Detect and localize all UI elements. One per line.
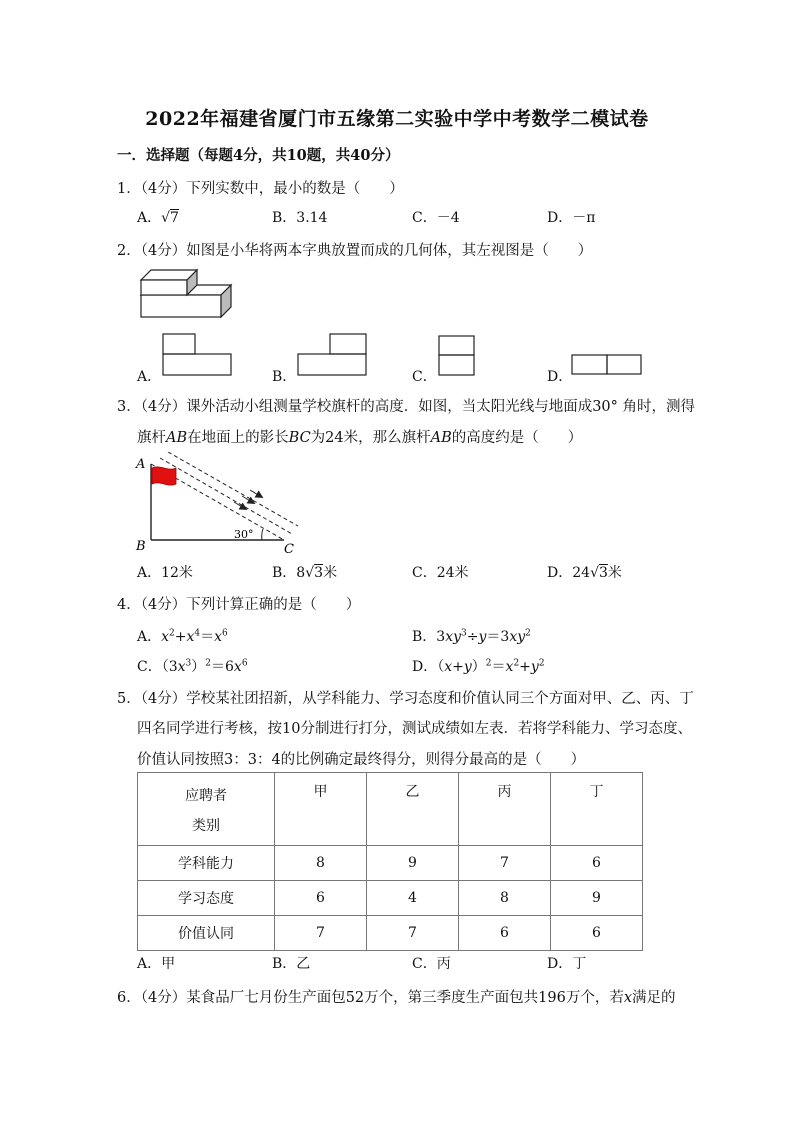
operator: + bbox=[174, 629, 187, 645]
exponent: 4 bbox=[194, 628, 201, 639]
radicand: 3 bbox=[314, 565, 324, 581]
point-c-label: C bbox=[284, 542, 294, 556]
operator: ＝3 bbox=[486, 629, 510, 645]
row-label: 学科能力 bbox=[138, 846, 275, 881]
radicand: 7 bbox=[170, 210, 179, 226]
question-2-option-b: B． bbox=[272, 369, 297, 385]
table-cell: 7 bbox=[275, 916, 367, 951]
page-title: 2022年福建省厦门市五缘第二实验中学中考数学二模试卷 bbox=[145, 108, 649, 130]
exponent: 2 bbox=[485, 658, 492, 669]
variable: x bbox=[505, 659, 514, 675]
variable: x bbox=[161, 629, 170, 645]
question-2-option-c: C． bbox=[412, 369, 437, 385]
variable: x bbox=[444, 659, 453, 675]
table-cell: 4 bbox=[367, 881, 459, 916]
option-prefix: A． bbox=[137, 629, 162, 645]
variable: y bbox=[530, 659, 539, 675]
operator: ÷ bbox=[466, 629, 479, 645]
column-header: 甲 bbox=[275, 773, 367, 846]
table-cell: 9 bbox=[551, 881, 643, 916]
sqrt-symbol: √ bbox=[590, 565, 599, 581]
table-cell: 8 bbox=[459, 881, 551, 916]
question-1-option-c: C．－4 bbox=[412, 210, 460, 226]
question-5-stem-line-1: 5．（4分）学校某社团招新，从学科能力、学习态度和价值认同三个方面对甲、乙、丙、丁 bbox=[117, 691, 694, 707]
operator: ＝ bbox=[491, 659, 506, 675]
option-prefix: C．（3 bbox=[137, 659, 178, 675]
angle-label: 30° bbox=[234, 528, 254, 541]
variable: xy bbox=[445, 629, 462, 645]
unit: 米 bbox=[607, 565, 622, 581]
exponent: 2 bbox=[525, 628, 531, 639]
table-cell: 7 bbox=[459, 846, 551, 881]
exponent: 3 bbox=[461, 628, 467, 639]
point-a-label: A bbox=[136, 457, 146, 472]
question-1-option-b: B．3.14 bbox=[272, 210, 328, 226]
flagpole-figure bbox=[134, 452, 300, 556]
question-2-stem: 2．（4分）如图是小华将两本字典放置而成的几何体，其左视图是（ ） bbox=[117, 243, 593, 259]
variable: x bbox=[177, 659, 186, 675]
column-header: 丁 bbox=[551, 773, 643, 846]
point-b-label: B bbox=[136, 539, 146, 554]
variable: xy bbox=[509, 629, 526, 645]
stem-text: 满足的 bbox=[632, 990, 676, 1006]
table-cell: 6 bbox=[551, 916, 643, 951]
table-cell: 6 bbox=[551, 846, 643, 881]
table-cell: 7 bbox=[367, 916, 459, 951]
table-row bbox=[138, 916, 643, 951]
bracket: ） bbox=[471, 659, 486, 675]
table-row bbox=[138, 846, 643, 881]
question-1-stem: 1．（4分）下列实数中，最小的数是（ ） bbox=[117, 181, 404, 197]
question-3-option-c: C．24米 bbox=[412, 565, 469, 581]
exponent: 6 bbox=[241, 658, 248, 669]
question-1-option-a bbox=[137, 207, 179, 227]
exponent: 2 bbox=[538, 658, 545, 669]
question-3-option-d bbox=[547, 562, 622, 582]
question-2-option-a: A． bbox=[137, 369, 162, 385]
option-c-view-figure bbox=[438, 335, 476, 377]
question-4-stem: 4．（4分）下列计算正确的是（ ） bbox=[117, 597, 361, 613]
table-cell: 8 bbox=[275, 846, 367, 881]
stem-text: 6．（4分）某食品厂七月份生产面包52万个，第三季度生产面包共196万个，若 bbox=[117, 990, 624, 1006]
question-3-stem-line-2 bbox=[137, 426, 582, 447]
segment-ab: AB bbox=[166, 430, 188, 446]
radicand: 3 bbox=[598, 565, 608, 581]
corner-top-label: 应聘者 bbox=[185, 788, 227, 804]
question-4-option-c bbox=[137, 656, 248, 676]
option-d-view-figure bbox=[571, 354, 643, 376]
table-cell: 6 bbox=[275, 881, 367, 916]
score-table bbox=[137, 772, 643, 951]
question-1-option-d: D．－π bbox=[547, 210, 596, 226]
option-prefix: D．（ bbox=[412, 659, 445, 675]
table-header-row bbox=[138, 773, 643, 846]
exponent: 2 bbox=[513, 658, 520, 669]
column-header: 丙 bbox=[459, 773, 551, 846]
question-5-stem-line-2: 四名同学进行考核，按10分制进行打分，测试成绩如左表．若将学科能力、学习态度、 bbox=[137, 721, 692, 737]
question-4-option-a bbox=[137, 626, 228, 646]
red-flag-icon bbox=[152, 467, 176, 485]
variable: x bbox=[186, 629, 195, 645]
variable: x bbox=[214, 629, 223, 645]
sqrt-symbol: √ bbox=[161, 210, 171, 226]
table-row bbox=[138, 881, 643, 916]
variable: x bbox=[233, 659, 242, 675]
question-3-option-a: A．12米 bbox=[137, 565, 193, 581]
exponent: 2 bbox=[205, 658, 211, 669]
question-3-stem-line-1: 3．（4分）课外活动小组测量学校旗杆的高度．如图，当太阳光线与地面成30° 角时，测得 bbox=[117, 399, 696, 415]
question-2-option-d: D． bbox=[547, 369, 573, 385]
question-5-option-a: A．甲 bbox=[137, 956, 176, 972]
operator: ＝ bbox=[200, 629, 215, 645]
option-prefix: D． bbox=[547, 565, 573, 581]
option-a-view-figure bbox=[162, 333, 234, 377]
option-a-prefix: A． bbox=[137, 210, 162, 226]
coefficient: 8 bbox=[296, 565, 306, 581]
question-4-option-d bbox=[412, 656, 545, 676]
coefficient: 24 bbox=[572, 565, 591, 581]
option-prefix: B． bbox=[412, 629, 437, 645]
table-cell: 9 bbox=[367, 846, 459, 881]
variable: y bbox=[463, 659, 472, 675]
variable: x bbox=[623, 990, 633, 1006]
bracket: ） bbox=[191, 659, 206, 675]
stem-text: 旗杆 bbox=[137, 430, 166, 446]
question-5-option-d: D．丁 bbox=[547, 956, 587, 972]
operator: ＝6 bbox=[211, 659, 234, 675]
section-heading: 一．选择题（每题4分，共10题，共40分） bbox=[117, 147, 400, 164]
segment-bc: BC bbox=[288, 430, 311, 446]
question-5-stem-line-3: 价值认同按照3：3：4的比例确定最终得分，则得分最高的是（ ） bbox=[137, 752, 586, 768]
question-6-stem bbox=[117, 986, 676, 1007]
exponent: 3 bbox=[185, 658, 192, 669]
stem-text: 的高度约是（ ） bbox=[451, 430, 583, 446]
corner-bottom-label: 类别 bbox=[192, 818, 220, 834]
row-label: 学习态度 bbox=[138, 881, 275, 916]
question-5-option-c: C．丙 bbox=[412, 956, 451, 972]
question-4-option-b bbox=[412, 626, 531, 646]
option-prefix: B． bbox=[272, 565, 297, 581]
stem-text: 为24米，那么旗杆 bbox=[310, 430, 431, 446]
unit: 米 bbox=[323, 565, 338, 581]
coefficient: 3 bbox=[436, 629, 446, 645]
variable: y bbox=[478, 629, 487, 645]
operator: + bbox=[452, 659, 464, 675]
option-b-view-figure bbox=[297, 333, 369, 377]
question-3-option-b bbox=[272, 562, 337, 582]
table-corner-cell bbox=[138, 773, 275, 846]
segment-ab: AB bbox=[430, 430, 452, 446]
exponent: 2 bbox=[169, 628, 175, 639]
stem-text: 在地面上的影长 bbox=[187, 430, 289, 446]
table-cell: 6 bbox=[459, 916, 551, 951]
sqrt-symbol: √ bbox=[305, 565, 315, 581]
exponent: 6 bbox=[222, 628, 228, 639]
stacked-dictionaries-figure bbox=[138, 268, 236, 322]
row-label: 价值认同 bbox=[138, 916, 275, 951]
operator: + bbox=[519, 659, 531, 675]
column-header: 乙 bbox=[367, 773, 459, 846]
question-5-option-b: B．乙 bbox=[272, 956, 311, 972]
